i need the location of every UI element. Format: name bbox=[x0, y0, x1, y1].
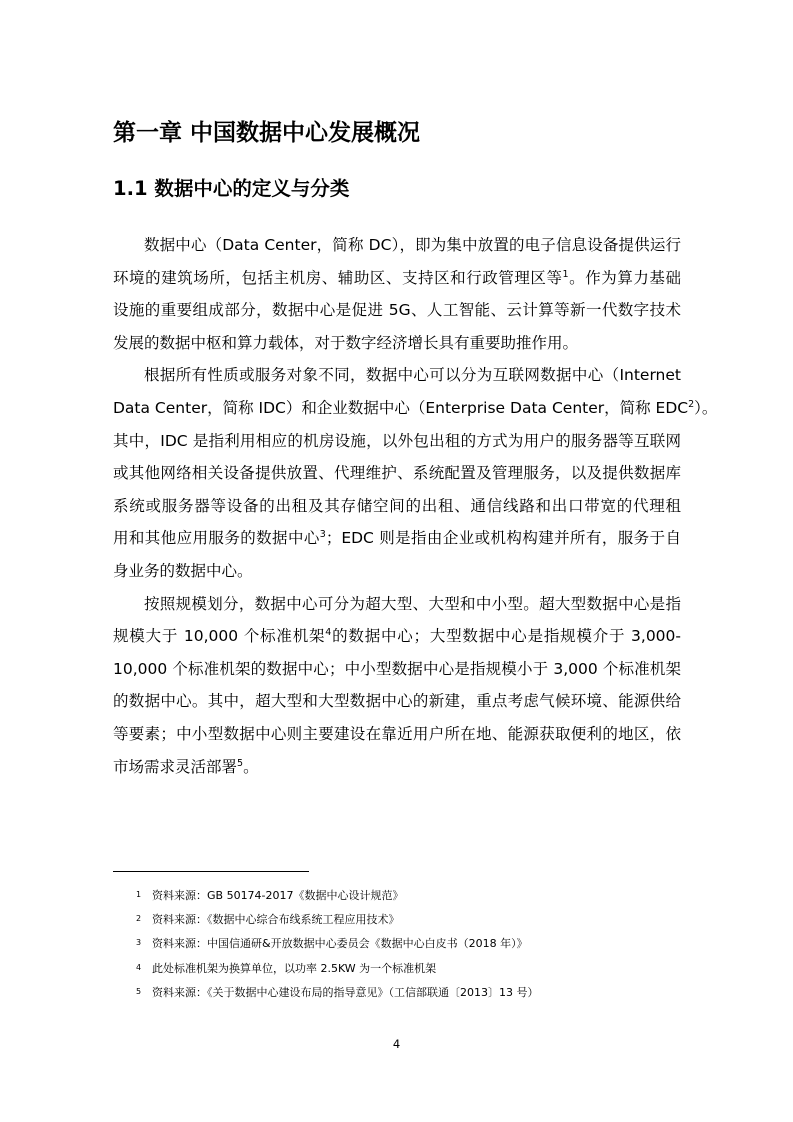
text-line: 身业务的数据中心。 bbox=[113, 561, 253, 580]
page-number: 4 bbox=[392, 1037, 401, 1051]
text-line: 或其他网络相关设备提供放置、代理维护、系统配置及管理服务，以及提供数据库 bbox=[113, 464, 681, 483]
text-line: 设施的重要组成部分，数据中心是促进 5G、人工智能、云计算等新一代数字技术 bbox=[113, 301, 681, 320]
text-line: 按照规模划分，数据中心可分为超大型、大型和中小型。超大型数据中心是指 bbox=[144, 594, 681, 613]
footnote-number: 4 bbox=[136, 962, 142, 972]
footnote-number: 1 bbox=[136, 890, 142, 899]
footnote-ref: 1 bbox=[562, 268, 569, 280]
text-line: 数据中心（Data Center，简称 DC），即为集中放置的电子信息设备提供运行 bbox=[144, 236, 681, 254]
text-line: 市场需求灵活部署$^5$。 bbox=[113, 757, 259, 776]
text-line: 其中，IDC 是指利用相应的机房设施，以外包出租的方式为用户的服务器等互联网 bbox=[113, 431, 681, 450]
text-line: 用和其他应用服务的数据中心$^3$；EDC 则是指由企业或机构构建并所有，服务于自 bbox=[113, 529, 681, 548]
footnote-text: 资料来源：中国信通研&开放数据中心委员会《数据中心白皮书（2018 年）》 bbox=[152, 937, 528, 951]
footnote-ref: 5 bbox=[237, 757, 244, 769]
footnote-number: 2 bbox=[136, 914, 142, 924]
text-line: 根据所有性质或服务对象不同，数据中心可以分为互联网数据中心（Internet bbox=[144, 366, 681, 385]
text-line: 发展的数据中枢和算力载体，对于数字经济增长具有重要助推作用。 bbox=[113, 333, 579, 352]
footnote-ref: 4 bbox=[325, 627, 332, 639]
footnote-number: 3 bbox=[136, 938, 142, 948]
footnote-ref: 3 bbox=[319, 529, 326, 541]
section-title: 1.1 数据中心的定义与分类 bbox=[113, 177, 350, 200]
text-line: 等要素；中小型数据中心则主要建设在靠近用户所在地、能源获取便利的地区，依 bbox=[113, 724, 681, 743]
footnote-number: 5 bbox=[136, 986, 142, 996]
text-line: 的数据中心。其中，超大型和大型数据中心的新建，重点考虑气候环境、能源供给 bbox=[113, 692, 681, 711]
paragraph bbox=[113, 588, 681, 784]
footnote-ref: 2 bbox=[688, 398, 695, 410]
footnote bbox=[136, 980, 696, 1004]
paragraph bbox=[113, 359, 718, 587]
text-line: 规模大于 10,000 个标准机架$^4$的数据中心；大型数据中心是指规模介于 3,000- bbox=[113, 627, 681, 646]
footnote-text: 资料来源：《关于数据中心建设布局的指导意见》（工信部联通〔2013〕13 号） bbox=[152, 985, 539, 999]
text-line: 10,000 个标准机架的数据中心；中小型数据中心是指规模小于 3,000 个标准机架 bbox=[113, 659, 681, 678]
footnote-text: 此处标准机架为换算单位，以功率 2.5KW 为一个标准机架 bbox=[152, 961, 437, 975]
footnote-separator bbox=[113, 871, 309, 872]
text-line: 系统或服务器等设备的出租及其存储空间的出租、通信线路和出口带宽的代理租 bbox=[113, 496, 681, 515]
chapter-title: 第一章 中国数据中心发展概况 bbox=[113, 120, 421, 146]
footnote bbox=[136, 931, 696, 955]
paragraph bbox=[113, 229, 681, 359]
footnote bbox=[136, 956, 696, 980]
text-line: 环境的建筑场所，包括主机房、辅助区、支持区和行政管理区等$^1$。作为算力基础 bbox=[113, 268, 681, 287]
footnote bbox=[136, 883, 696, 907]
footnote-text: 资料来源：GB 50174-2017《数据中心设计规范》 bbox=[152, 889, 404, 902]
footnotes bbox=[136, 883, 696, 1004]
text-line: Data Center，简称 IDC）和企业数据中心（Enterprise Data Center，简称 EDC$^2$）。 bbox=[113, 398, 718, 417]
body-text bbox=[113, 229, 718, 783]
footnote bbox=[136, 907, 696, 931]
footnote-text: 资料来源：《数据中心综合布线系统工程应用技术》 bbox=[152, 913, 400, 927]
